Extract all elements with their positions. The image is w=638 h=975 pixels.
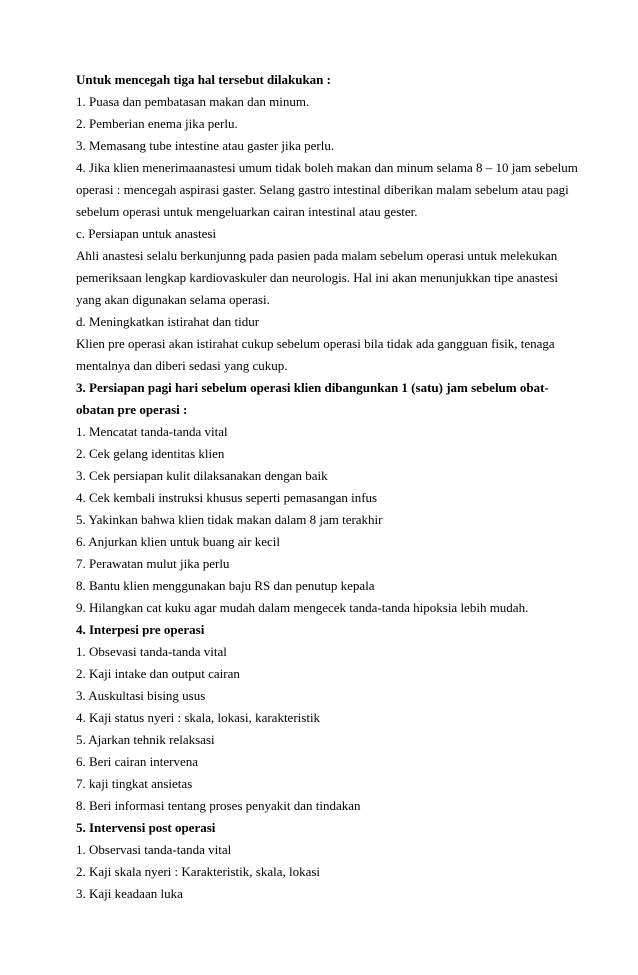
list-item: 2. Kaji skala nyeri : Karakteristik, skala, lokasi (76, 864, 321, 879)
list-item: 7. kaji tingkat ansietas (76, 776, 193, 791)
list-item: 5. Ajarkan tehnik relaksasi (76, 732, 215, 747)
list-item: 3. Auskultasi bising usus (76, 688, 206, 703)
list-item: 1. Observasi tanda-tanda vital (76, 842, 232, 857)
paragraph-line: Klien pre operasi akan istirahat cukup sebelum operasi bila tidak ada gangguan fisik, tenaga (76, 336, 555, 351)
paragraph-line: operasi : mencegah aspirasi gaster. Selang gastro intestinal diberikan malam sebelum atau pagi (76, 182, 569, 197)
list-item: 2. Kaji intake dan output cairan (76, 666, 240, 681)
paragraph-line: pemeriksaan lengkap kardiovaskuler dan neurologis. Hal ini akan menunjukkan tipe anastesi (76, 270, 558, 285)
list-item: 1. Puasa dan pembatasan makan dan minum. (76, 94, 310, 109)
list-item: 6. Beri cairan intervena (76, 754, 198, 769)
list-item: 4. Cek kembali instruksi khusus seperti pemasangan infus (76, 490, 378, 505)
section-heading: 4. Interpesi pre operasi (76, 622, 205, 637)
list-item: 5. Yakinkan bahwa klien tidak makan dalam 8 jam terakhir (76, 512, 383, 527)
paragraph-line: yang akan digunakan selama operasi. (76, 292, 270, 307)
paragraph-line: Ahli anastesi selalu berkunjunng pada pasien pada malam sebelum operasi untuk melekukan (76, 248, 558, 263)
list-item: 2. Pemberian enema jika perlu. (76, 116, 238, 131)
list-item: 9. Hilangkan cat kuku agar mudah dalam mengecek tanda-tanda hipoksia lebih mudah. (76, 600, 529, 615)
paragraph-line: sebelum operasi untuk mengeluarkan cairan intestinal atau gester. (76, 204, 418, 219)
paragraph-line: mentalnya dan diberi sedasi yang cukup. (76, 358, 288, 373)
section-heading: obatan pre operasi : (76, 402, 188, 417)
section-heading: 3. Persiapan pagi hari sebelum operasi klien dibangunkan 1 (satu) jam sebelum obat- (76, 380, 549, 395)
list-item: 7. Perawatan mulut jika perlu (76, 556, 230, 571)
list-item: 8. Bantu klien menggunakan baju RS dan penutup kepala (76, 578, 375, 593)
list-item: 3. Cek persiapan kulit dilaksanakan dengan baik (76, 468, 328, 483)
list-item: 6. Anjurkan klien untuk buang air kecil (76, 534, 280, 549)
list-item: 8. Beri informasi tentang proses penyakit dan tindakan (76, 798, 361, 813)
list-item: 3. Memasang tube intestine atau gaster jika perlu. (76, 138, 335, 153)
subheading: c. Persiapan untuk anastesi (76, 226, 217, 241)
list-item: 1. Mencatat tanda-tanda vital (76, 424, 228, 439)
list-item: 2. Cek gelang identitas klien (76, 446, 225, 461)
list-item: 4. Kaji status nyeri : skala, lokasi, karakteristik (76, 710, 321, 725)
section-heading: Untuk mencegah tiga hal tersebut dilakukan : (76, 72, 331, 87)
section-heading: 5. Intervensi post operasi (76, 820, 216, 835)
subheading: d. Meningkatkan istirahat dan tidur (76, 314, 260, 329)
paragraph-line: 4. Jika klien menerimaanastesi umum tidak boleh makan dan minum selama 8 – 10 jam sebelum (76, 160, 578, 175)
list-item: 1. Obsevasi tanda-tanda vital (76, 644, 227, 659)
list-item: 3. Kaji keadaan luka (76, 886, 183, 901)
